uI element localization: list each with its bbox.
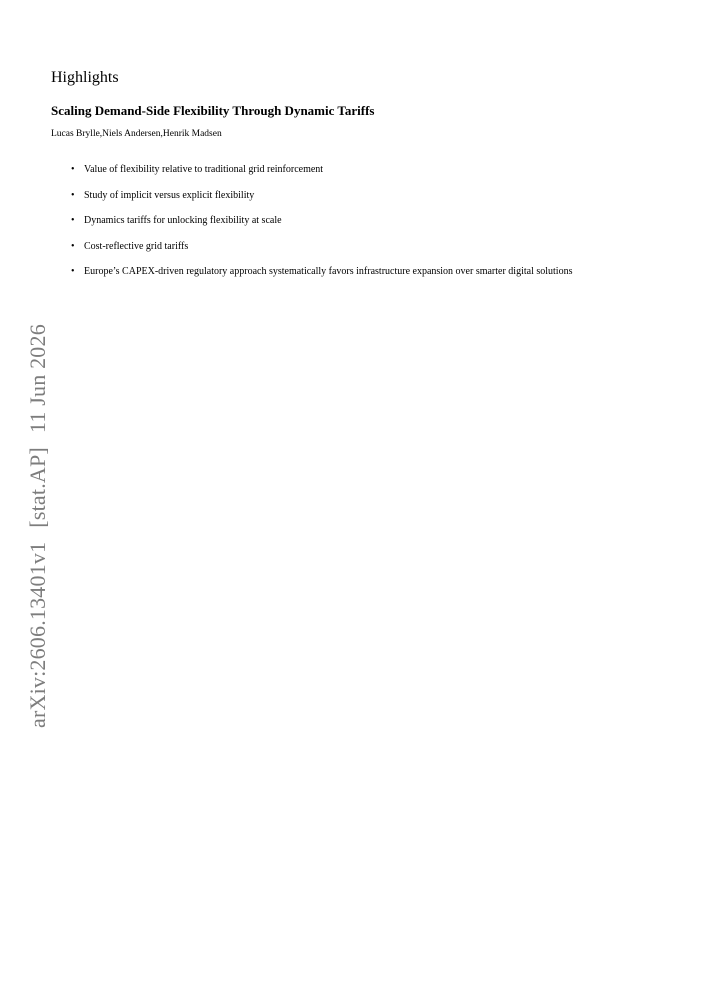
author-list: Lucas Brylle,Niels Andersen,Henrik Madsen xyxy=(51,129,222,139)
arxiv-stamp xyxy=(25,324,51,728)
highlight-item: • Dynamics tariffs for unlocking flexibility at scale xyxy=(71,215,680,227)
highlight-item: • Europe’s CAPEX-driven regulatory approach systematically favors infrastructure expansion over smarter digital solutions xyxy=(71,266,680,278)
paper-title: Scaling Demand-Side Flexibility Through Dynamic Tariffs xyxy=(51,103,375,118)
arxiv-id: arXiv:2606.13401v1 xyxy=(25,541,50,728)
arxiv-date: 11 Jun 2026 xyxy=(25,324,50,434)
highlights-list xyxy=(51,164,681,278)
highlight-item: • Cost-reflective grid tariffs xyxy=(71,241,680,253)
highlight-item: • Study of implicit versus explicit flexibility xyxy=(71,190,680,202)
highlight-item: • Value of flexibility relative to traditional grid reinforcement xyxy=(71,164,680,176)
front-matter xyxy=(51,68,681,292)
arxiv-category: [stat.AP] xyxy=(25,447,50,528)
section-heading: Highlights xyxy=(51,69,119,86)
